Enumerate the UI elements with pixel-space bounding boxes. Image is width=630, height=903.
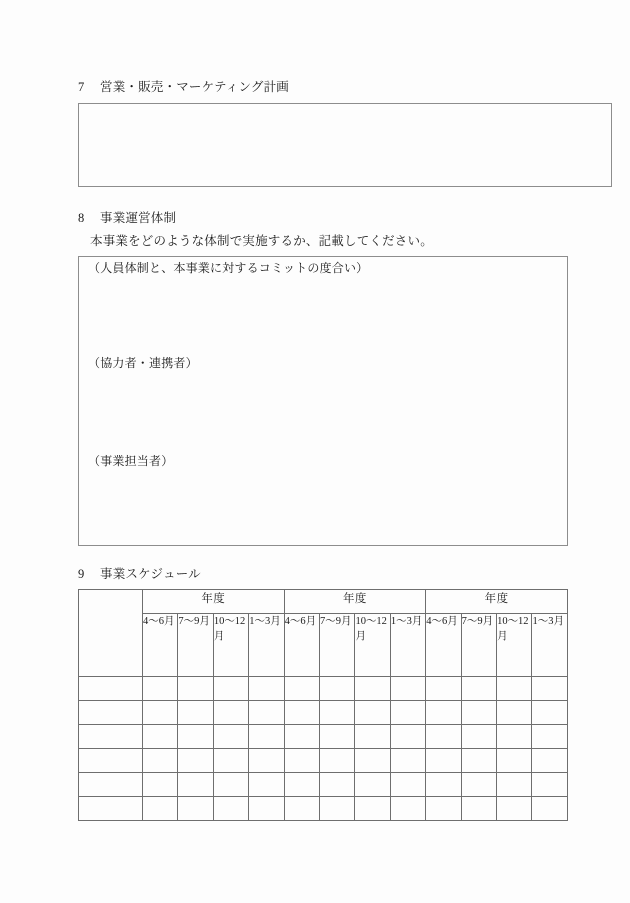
- schedule-row-label-cell[interactable]: [79, 701, 143, 725]
- schedule-cell[interactable]: [497, 749, 532, 773]
- schedule-year-group-2: 年度: [284, 590, 426, 614]
- schedule-table-row: [79, 749, 568, 773]
- schedule-quarter-header-7: 10〜12月: [355, 614, 390, 677]
- schedule-quarter-header-12: 1〜3月: [532, 614, 568, 677]
- schedule-cell[interactable]: [497, 677, 532, 701]
- schedule-cell[interactable]: [390, 749, 425, 773]
- schedule-cell[interactable]: [178, 773, 213, 797]
- schedule-corner-cell: [79, 590, 143, 677]
- schedule-table-row: [79, 677, 568, 701]
- schedule-cell[interactable]: [461, 725, 496, 749]
- schedule-cell[interactable]: [426, 701, 461, 725]
- section-7-title: 営業・販売・マーケティング計画: [100, 80, 290, 94]
- schedule-cell[interactable]: [497, 773, 532, 797]
- schedule-cell[interactable]: [178, 701, 213, 725]
- schedule-cell[interactable]: [426, 773, 461, 797]
- schedule-cell[interactable]: [249, 677, 284, 701]
- schedule-cell[interactable]: [143, 773, 178, 797]
- schedule-year-header-row: [79, 590, 568, 614]
- schedule-cell[interactable]: [143, 701, 178, 725]
- schedule-cell[interactable]: [249, 701, 284, 725]
- schedule-year-group-1: 年度: [143, 590, 285, 614]
- schedule-cell[interactable]: [461, 797, 496, 821]
- section-8-instruction: 本事業をどのような体制で実施するか、記載してください。: [90, 234, 433, 248]
- schedule-row-label-cell[interactable]: [79, 725, 143, 749]
- schedule-cell[interactable]: [143, 677, 178, 701]
- schedule-cell[interactable]: [532, 677, 568, 701]
- schedule-cell[interactable]: [213, 677, 248, 701]
- schedule-row-label-cell[interactable]: [79, 677, 143, 701]
- schedule-cell[interactable]: [355, 701, 390, 725]
- schedule-table-row: [79, 773, 568, 797]
- schedule-cell[interactable]: [355, 677, 390, 701]
- schedule-cell[interactable]: [390, 725, 425, 749]
- schedule-cell[interactable]: [213, 797, 248, 821]
- schedule-cell[interactable]: [532, 725, 568, 749]
- schedule-cell[interactable]: [355, 725, 390, 749]
- section-8-answer-box[interactable]: [78, 256, 568, 546]
- schedule-cell[interactable]: [426, 797, 461, 821]
- section-7-answer-box[interactable]: [78, 103, 612, 187]
- schedule-cell[interactable]: [390, 773, 425, 797]
- schedule-row-label-cell[interactable]: [79, 749, 143, 773]
- schedule-cell[interactable]: [320, 677, 355, 701]
- schedule-cell[interactable]: [461, 773, 496, 797]
- schedule-table-row: [79, 725, 568, 749]
- section-7-number: 7: [78, 80, 85, 94]
- schedule-cell[interactable]: [284, 725, 319, 749]
- schedule-cell[interactable]: [284, 797, 319, 821]
- schedule-quarter-header-8: 1〜3月: [390, 614, 425, 677]
- schedule-cell[interactable]: [249, 749, 284, 773]
- schedule-table-row: [79, 797, 568, 821]
- section-9-title: 事業スケジュール: [100, 567, 201, 581]
- schedule-quarter-header-2: 7〜9月: [178, 614, 213, 677]
- schedule-cell[interactable]: [426, 725, 461, 749]
- section-8-label-staffing: （人員体制と、本事業に対するコミットの度合い）: [88, 261, 369, 275]
- schedule-cell[interactable]: [178, 677, 213, 701]
- schedule-year-group-3: 年度: [426, 590, 568, 614]
- schedule-cell[interactable]: [390, 797, 425, 821]
- schedule-cell[interactable]: [390, 677, 425, 701]
- schedule-cell[interactable]: [249, 773, 284, 797]
- section-8-label-collaborators: （協力者・連携者）: [88, 356, 198, 370]
- schedule-quarter-header-1: 4〜6月: [143, 614, 178, 677]
- schedule-cell[interactable]: [532, 749, 568, 773]
- schedule-table-row: [79, 701, 568, 725]
- schedule-cell[interactable]: [178, 749, 213, 773]
- schedule-cell[interactable]: [213, 749, 248, 773]
- schedule-cell[interactable]: [249, 725, 284, 749]
- schedule-cell[interactable]: [355, 773, 390, 797]
- schedule-cell[interactable]: [284, 677, 319, 701]
- section-8-title: 事業運営体制: [100, 211, 177, 225]
- section-8-label-person-in-charge: （事業担当者）: [88, 454, 174, 468]
- schedule-cell[interactable]: [461, 749, 496, 773]
- schedule-table-body: [79, 677, 568, 821]
- schedule-quarter-header-11: 10〜12月: [497, 614, 532, 677]
- schedule-cell[interactable]: [178, 797, 213, 821]
- schedule-cell[interactable]: [284, 749, 319, 773]
- schedule-quarter-header-9: 4〜6月: [426, 614, 461, 677]
- schedule-cell[interactable]: [390, 701, 425, 725]
- schedule-cell[interactable]: [320, 725, 355, 749]
- schedule-quarter-header-4: 1〜3月: [249, 614, 284, 677]
- schedule-cell[interactable]: [143, 725, 178, 749]
- schedule-cell[interactable]: [426, 749, 461, 773]
- schedule-cell[interactable]: [143, 797, 178, 821]
- schedule-quarter-header-10: 7〜9月: [461, 614, 496, 677]
- section-8-heading: [78, 211, 176, 227]
- schedule-row-label-cell[interactable]: [79, 797, 143, 821]
- schedule-quarter-header-5: 4〜6月: [284, 614, 319, 677]
- schedule-cell[interactable]: [249, 797, 284, 821]
- schedule-cell[interactable]: [320, 701, 355, 725]
- schedule-cell[interactable]: [284, 773, 319, 797]
- schedule-cell[interactable]: [426, 677, 461, 701]
- schedule-cell[interactable]: [178, 725, 213, 749]
- schedule-cell[interactable]: [355, 797, 390, 821]
- schedule-quarter-header-6: 7〜9月: [320, 614, 355, 677]
- schedule-cell[interactable]: [461, 701, 496, 725]
- section-9-number: 9: [78, 567, 85, 581]
- schedule-cell[interactable]: [532, 773, 568, 797]
- section-9-heading: [78, 567, 201, 583]
- schedule-quarter-header-row: [79, 614, 568, 677]
- schedule-cell[interactable]: [355, 749, 390, 773]
- schedule-cell[interactable]: [497, 725, 532, 749]
- schedule-cell[interactable]: [284, 701, 319, 725]
- section-7-heading: [78, 80, 289, 96]
- schedule-cell[interactable]: [320, 797, 355, 821]
- schedule-table: [78, 589, 568, 821]
- schedule-cell[interactable]: [320, 773, 355, 797]
- schedule-cell[interactable]: [497, 701, 532, 725]
- schedule-cell[interactable]: [320, 749, 355, 773]
- schedule-cell[interactable]: [461, 677, 496, 701]
- schedule-row-label-cell[interactable]: [79, 773, 143, 797]
- schedule-cell[interactable]: [213, 773, 248, 797]
- schedule-cell[interactable]: [497, 797, 532, 821]
- schedule-cell[interactable]: [532, 797, 568, 821]
- schedule-cell[interactable]: [532, 701, 568, 725]
- schedule-quarter-header-3: 10〜12月: [213, 614, 248, 677]
- schedule-table-wrapper: [78, 589, 568, 821]
- section-8-number: 8: [78, 211, 85, 225]
- schedule-cell[interactable]: [143, 749, 178, 773]
- schedule-table-head: [79, 590, 568, 677]
- schedule-cell[interactable]: [213, 701, 248, 725]
- schedule-cell[interactable]: [213, 725, 248, 749]
